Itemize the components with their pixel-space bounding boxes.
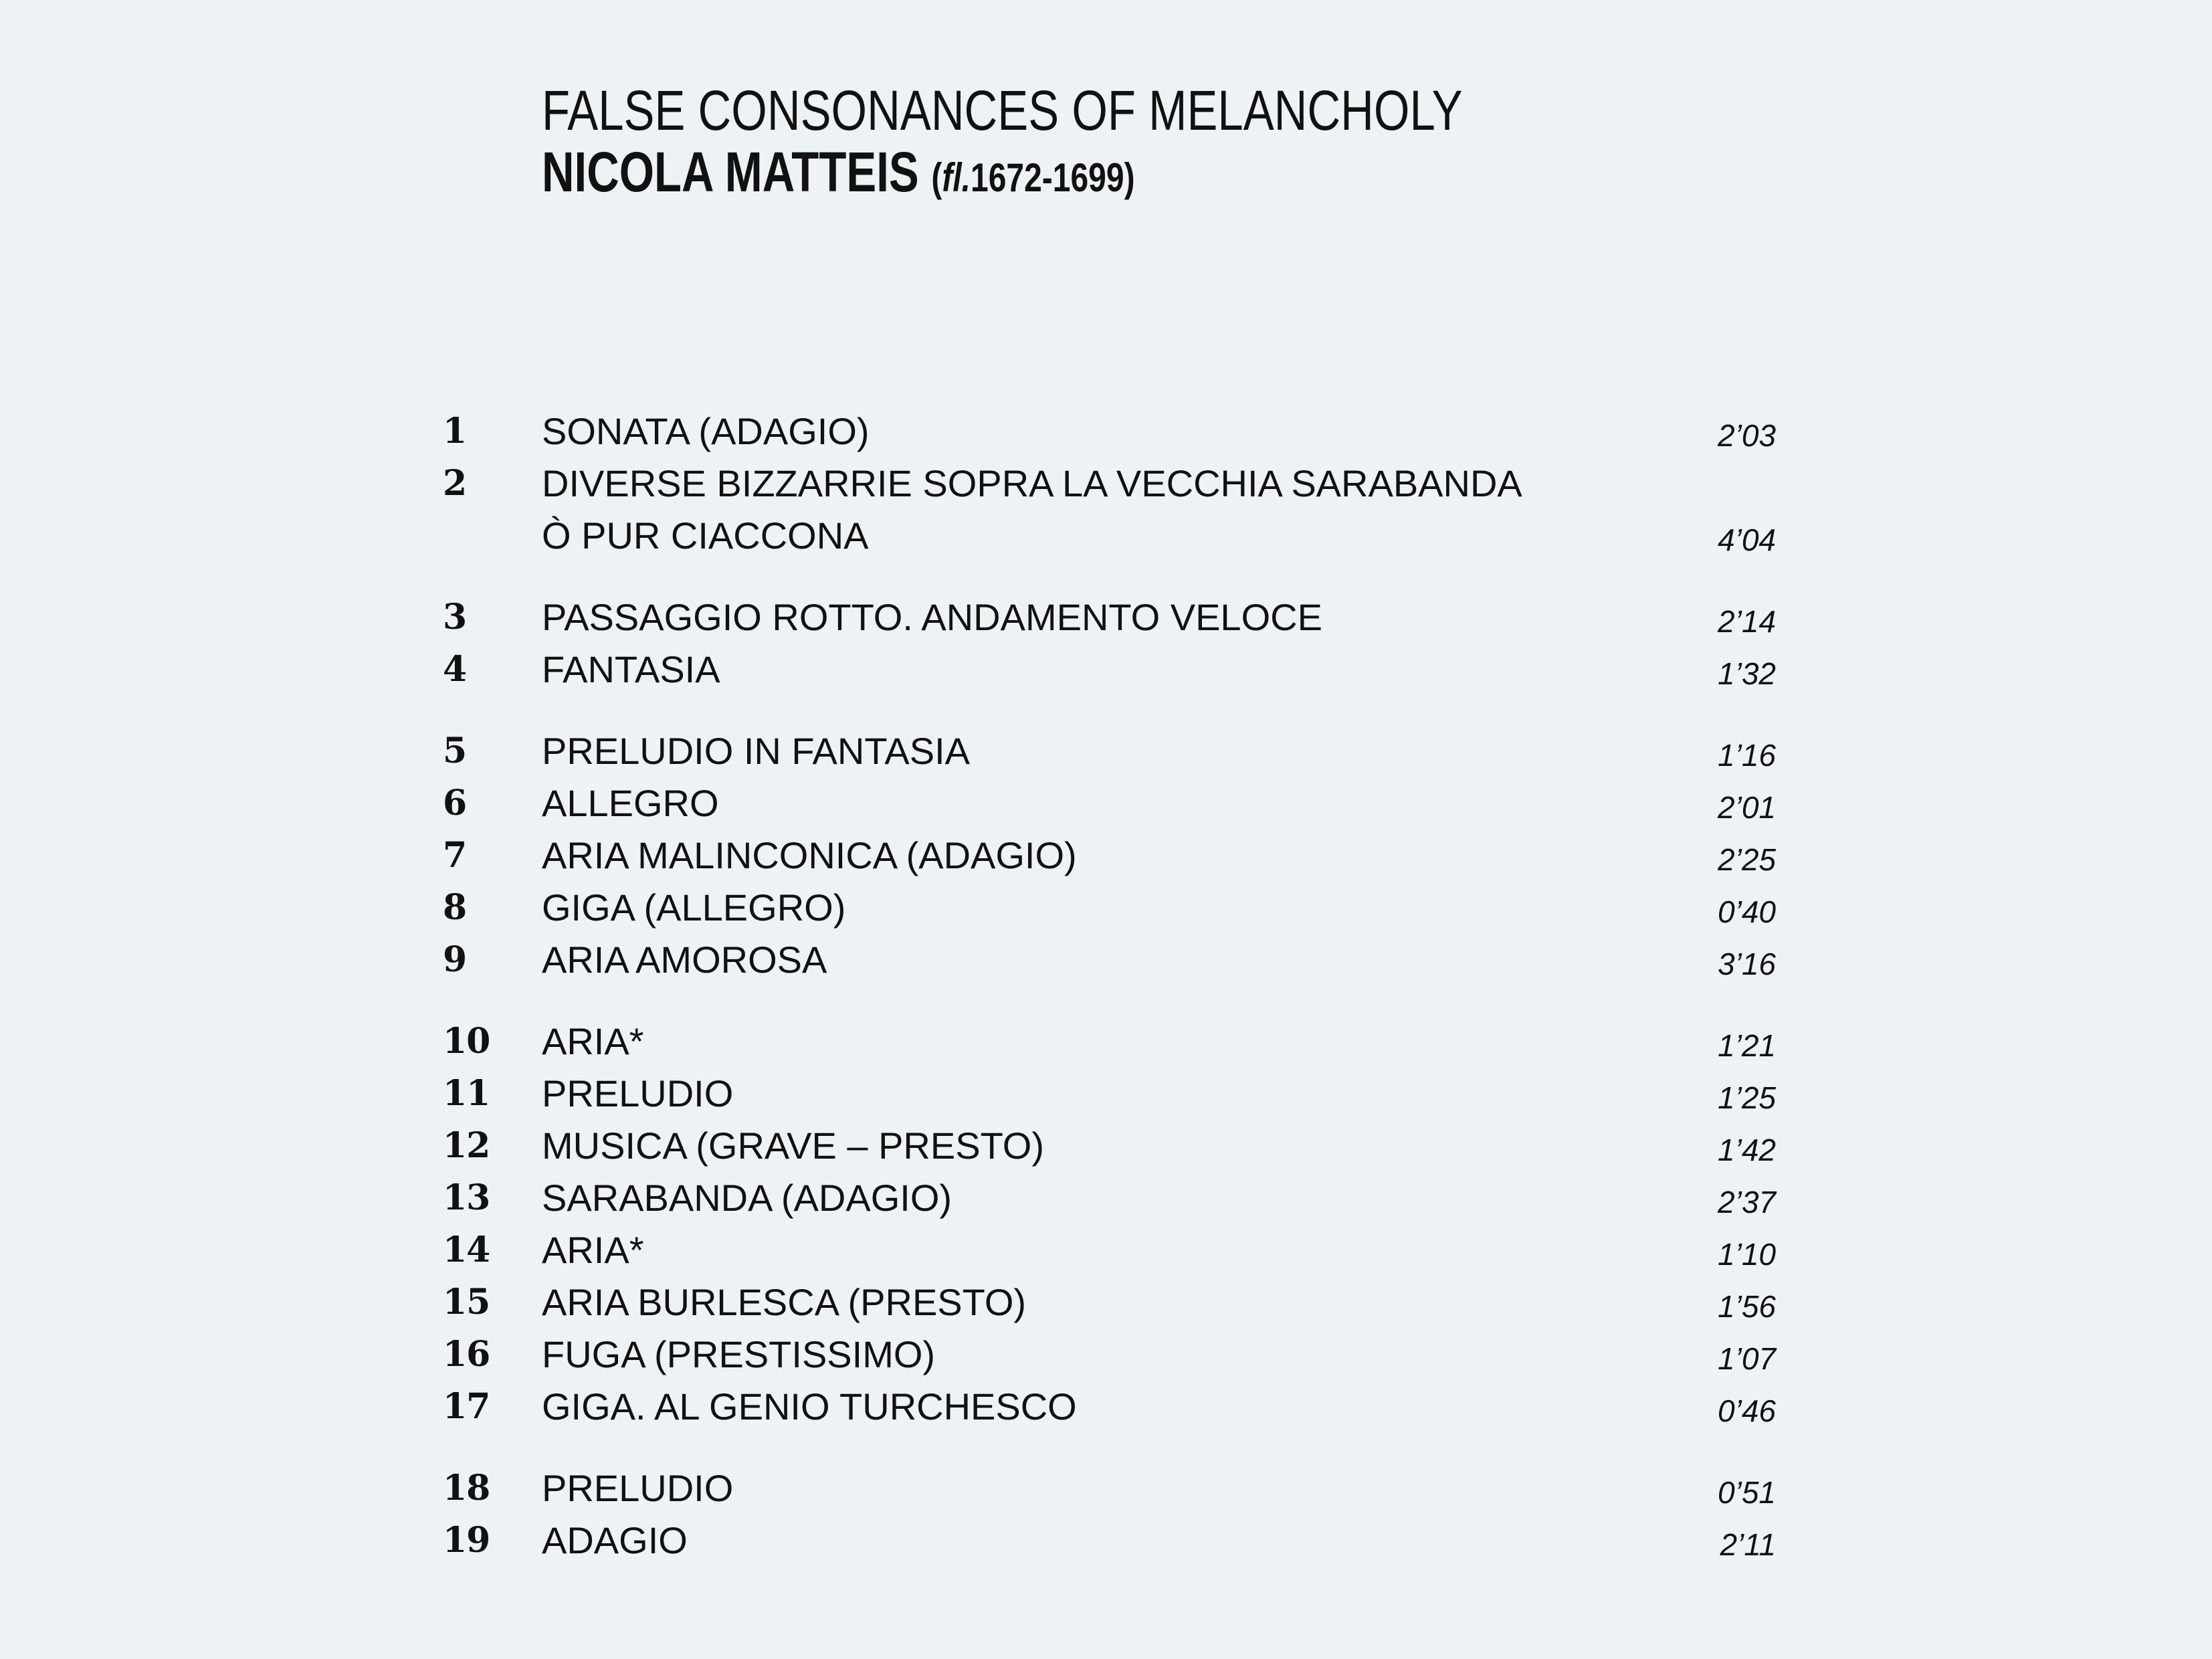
track-duration: 2’25 — [1718, 842, 1776, 877]
track-row — [0, 1276, 2212, 1329]
track-duration: 2’01 — [1718, 790, 1776, 825]
track-number: 16 — [443, 1334, 490, 1375]
track-title: DIVERSE BIZZARRIE SOPRA LA VECCHIA SARABANDA — [542, 462, 1522, 504]
track-number: 13 — [443, 1177, 490, 1218]
dates-years: 1672-1699 — [971, 155, 1124, 200]
composer-name: NICOLA MATTEIS — [542, 140, 919, 203]
track-row — [0, 1120, 2212, 1172]
track-title: PRELUDIO — [542, 1467, 734, 1509]
composer-line — [542, 140, 1440, 207]
track-duration: 1’42 — [1718, 1133, 1776, 1167]
track-row — [0, 777, 2212, 830]
track-row — [0, 882, 2212, 934]
track-title: PRELUDIO — [542, 1072, 734, 1114]
track-duration: 0’46 — [1718, 1393, 1776, 1428]
track-row — [0, 591, 2212, 644]
track-duration: 1’25 — [1718, 1080, 1776, 1115]
track-duration: 1’07 — [1718, 1341, 1776, 1376]
track-title: ALLEGRO — [542, 782, 719, 824]
album-header — [542, 79, 1665, 207]
dates-open-paren: ( — [931, 155, 942, 200]
track-duration: 2’37 — [1718, 1185, 1776, 1219]
composer-dates — [931, 155, 1134, 200]
track-number: 6 — [443, 783, 467, 823]
track-row — [0, 1462, 2212, 1515]
track-duration: 2’11 — [1720, 1527, 1776, 1562]
track-row — [0, 934, 2212, 986]
track-title: SARABANDA (ADAGIO) — [542, 1177, 952, 1219]
track-title: PRELUDIO IN FANTASIA — [542, 730, 970, 772]
track-row — [0, 405, 2212, 458]
track-title: ARIA BURLESCA (PRESTO) — [542, 1281, 1027, 1323]
track-number: 19 — [443, 1520, 490, 1561]
track-title: MUSICA (GRAVE – PRESTO) — [542, 1125, 1044, 1167]
track-duration: 1’10 — [1718, 1237, 1776, 1272]
track-title: SONATA (ADAGIO) — [542, 410, 870, 452]
track-number: 18 — [443, 1468, 490, 1508]
track-number: 4 — [443, 649, 467, 690]
track-title: FANTASIA — [542, 648, 720, 690]
track-row — [0, 1515, 2212, 1567]
track-title: GIGA. AL GENIO TURCHESCO — [542, 1385, 1077, 1428]
floruit-abbreviation: fl. — [942, 155, 971, 200]
track-number: 12 — [443, 1125, 490, 1166]
track-duration: 1’32 — [1718, 656, 1776, 691]
track-duration: 3’16 — [1718, 947, 1776, 981]
track-title-continuation: Ò PUR CIACCONA — [542, 514, 869, 557]
track-title: GIGA (ALLEGRO) — [542, 886, 846, 929]
track-number: 9 — [443, 939, 467, 980]
track-title: ARIA MALINCONICA (ADAGIO) — [542, 834, 1077, 876]
track-number: 7 — [443, 835, 467, 876]
track-number: 2 — [443, 463, 467, 504]
track-duration: 2’03 — [1718, 418, 1776, 453]
track-number: 17 — [443, 1386, 490, 1427]
track-title: ADAGIO — [542, 1519, 688, 1561]
track-number: 1 — [443, 411, 467, 452]
track-row — [0, 725, 2212, 777]
track-row — [0, 644, 2212, 696]
track-number: 3 — [443, 597, 467, 638]
track-duration: 0’51 — [1718, 1475, 1776, 1510]
track-duration: 4’04 — [1718, 522, 1776, 557]
track-title: ARIA* — [542, 1229, 644, 1271]
album-title: FALSE CONSONANCES OF MELANCHOLY — [542, 79, 1463, 142]
track-title: FUGA (PRESTISSIMO) — [542, 1333, 936, 1375]
track-number: 11 — [443, 1073, 490, 1114]
track-duration: 2’14 — [1718, 604, 1776, 639]
track-duration: 1’16 — [1718, 738, 1776, 773]
dates-close-paren: ) — [1124, 155, 1135, 200]
track-title: ARIA AMOROSA — [542, 939, 827, 981]
track-number: 10 — [443, 1021, 490, 1062]
track-row — [0, 1329, 2212, 1381]
track-number: 15 — [443, 1282, 490, 1323]
track-row — [0, 1015, 2212, 1068]
track-row — [0, 1172, 2212, 1224]
track-title: ARIA* — [542, 1020, 644, 1062]
track-number: 8 — [443, 887, 467, 928]
track-number: 5 — [443, 730, 467, 771]
track-row — [0, 830, 2212, 882]
track-duration: 1’56 — [1718, 1289, 1776, 1324]
track-duration: 0’40 — [1718, 894, 1776, 929]
track-row — [0, 458, 2212, 562]
track-row — [0, 1068, 2212, 1120]
track-duration: 1’21 — [1718, 1028, 1776, 1063]
track-row — [0, 1381, 2212, 1433]
track-row — [0, 1224, 2212, 1276]
track-title: PASSAGGIO ROTTO. ANDAMENTO VELOCE — [542, 596, 1322, 638]
track-number: 14 — [443, 1230, 490, 1270]
